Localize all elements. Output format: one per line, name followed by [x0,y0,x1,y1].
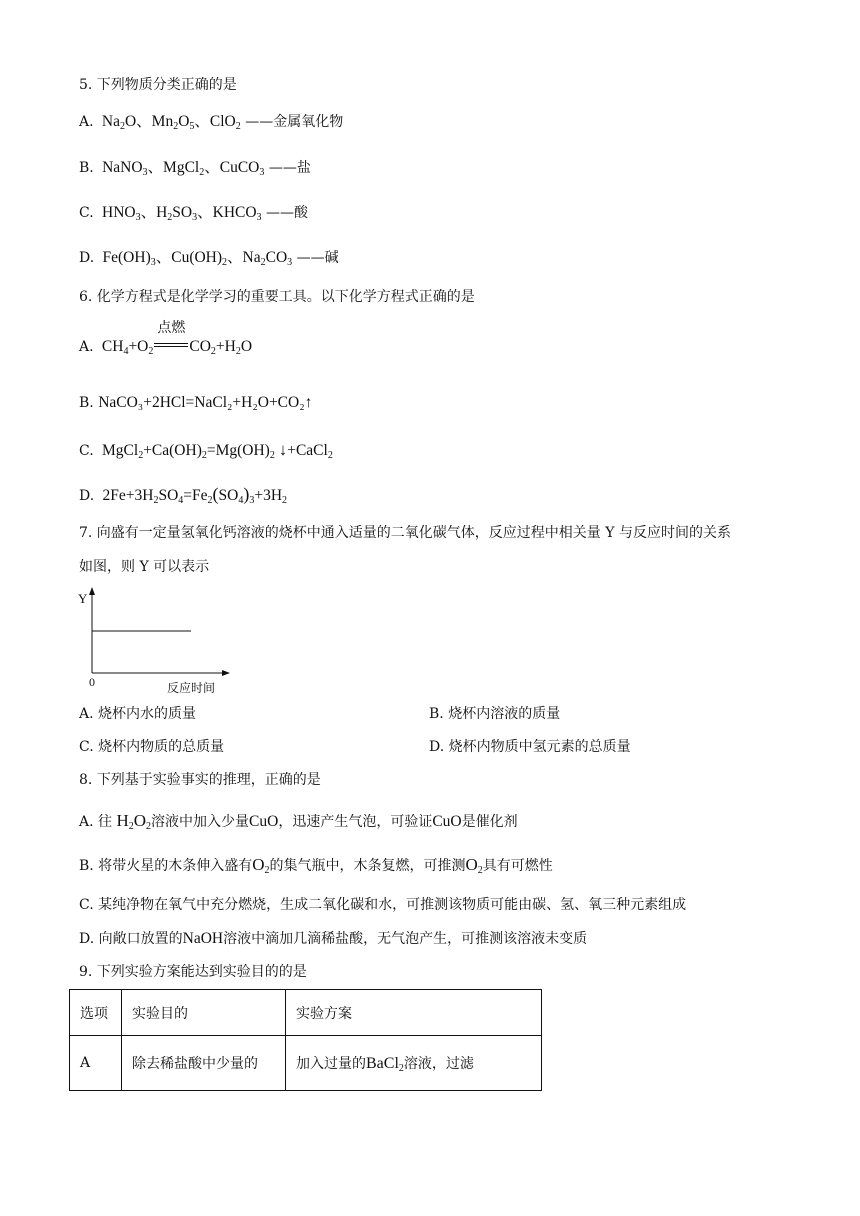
q8-a-cuo2: CuO [432,813,462,830]
q8-a-part3: ，迅速产生气泡，可验证 [278,814,433,830]
q6-c-formula: $MgCl_2+Ca(OH)_2=Mg(OH)_2$ ↓+CaCl$_2$ [98,440,333,461]
q7-option-c: C. 烧杯内物质的总质量 [79,739,225,755]
q7-stem-line2: 如图，则 Y 可以表示 [79,559,210,575]
q5-b-label: B. [79,160,94,176]
q8-b-part2: 的集气瓶中，木条复燃，可推测 [269,858,466,874]
q7-option-a: A. 烧杯内水的质量 [79,706,197,722]
q5-option-a [79,112,343,132]
q8-d-naoh: NaOH [182,930,224,947]
q7-graph-y-label: Y [78,591,88,606]
q8-stem: 8. 下列基于实验事实的推理，正确的是 [79,772,321,788]
q5-a-tail: ——金属氧化物 [245,114,344,130]
q5-a-formula: $Na_2O$、$Mn_2O_5$、ClO$_2$ [98,113,241,132]
q7-option-b: B. 烧杯内溶液的质量 [429,706,561,722]
q7-graph [70,585,240,700]
q8-b-o2-2: $O_2$ [465,855,483,876]
q6-a-label: A. [79,339,94,355]
q5-stem: 5. 下列物质分类正确的是 [79,77,237,93]
q6-a-condition [154,321,188,357]
q6-stem: 6. 化学方程式是化学学习的重要工具。以下化学方程式正确的是 [79,289,475,305]
q8-option-d [79,929,587,949]
q7-stem-line1: 7. 向盛有一定量氢氧化钙溶液的烧杯中通入适量的二氧化碳气体，反应过程中相关量 Y 与反应时间的关系 [79,525,731,541]
q8-d-part1: D. 向敞口放置的 [79,931,183,947]
q5-d-label: D. [79,250,95,266]
q9-header-purpose: 实验目的 [122,990,286,1036]
q5-c-tail: ——酸 [266,205,308,221]
q9-row-a-option: A [70,1036,122,1091]
q6-c-label: C. [79,443,94,459]
q8-a-h2o2: $H_2O_2$ [116,811,152,832]
q5-option-b [79,158,311,178]
q7-option-d: D. 烧杯内物质中氢元素的总质量 [429,739,631,755]
q9-row-a-bacl2: BaCl$_2$ [366,1055,404,1074]
q6-d-label: D. [79,488,95,504]
q5-b-tail: ——盐 [268,160,311,176]
q5-d-tail: ——碱 [296,250,339,266]
q9-header-plan: 实验方案 [286,990,542,1036]
q9-row-a-plan-part2: 溶液，过滤 [403,1056,474,1072]
q9-header-option: 选项 [70,990,122,1036]
q6-option-b [79,393,312,413]
q5-c-formula: $HNO_3$、$H_2SO_3$、$KHCO_3$ [98,204,262,223]
q9-table [69,989,542,1091]
q6-d-formula: $2Fe+3H_2SO_4=Fe_2(SO_4)_3+3H_2$ [98,484,288,506]
q7-graph-origin-label: 0 [89,675,95,689]
q6-b-formula: NaCO₃+2HCl=NaCl₂+H₂O+CO₂↑ [98,394,313,411]
q6-option-a [79,321,253,357]
q6-option-c [79,440,333,461]
q8-b-part3: 具有可燃性 [482,858,553,874]
q5-a-label: A. [79,114,94,130]
q6-option-d [79,484,287,506]
q6-a-formula: $CH_4+O_2$ 点燃 $CO_2+H_2O$ [98,321,253,357]
q8-a-part4: 是催化剂 [461,814,518,830]
q5-option-d [79,248,339,268]
q5-option-c [79,203,308,223]
q9-row-a-plan [286,1036,542,1091]
q8-d-part2: 溶液中滴加几滴稀盐酸，无气泡产生，可推测该溶液未变质 [223,931,588,947]
q8-option-a [79,811,518,832]
q5-b-formula: NaNO$_3$、MgCl$_2$、CuCO$_3$ [98,159,265,178]
table-row [70,1036,542,1091]
q8-a-part1: A. 往 [79,814,113,830]
q9-stem: 9. 下列实验方案能达到实验目的的是 [79,964,307,980]
q8-option-b [79,855,553,876]
q7-graph-x-label: 反应时间 [167,681,216,695]
q8-option-c: C. 某纯净物在氧气中充分燃烧，生成二氧化碳和水，可推测该物质可能由碳、氢、氧三种元素组成 [79,897,687,913]
q9-row-a-purpose: 除去稀盐酸中少量的 [122,1036,286,1091]
q6-a-condition-text: 点燃 [157,321,186,336]
q5-c-label: C. [79,205,94,221]
q8-a-part2: 溶液中加入少量 [151,814,250,830]
q8-b-part1: B. 将带火星的木条伸入盛有 [79,858,253,874]
q6-b-label: B. [79,395,94,411]
table-row [70,990,542,1036]
q8-b-o2-1: $O_2$ [252,855,270,876]
q9-row-a-plan-part1: 加入过量的 [296,1056,366,1072]
q5-d-formula: $Fe(OH)_3$、$Cu(OH)_2$、$Na_2CO_3$ [98,249,293,268]
q8-a-cuo1: CuO [249,813,279,830]
